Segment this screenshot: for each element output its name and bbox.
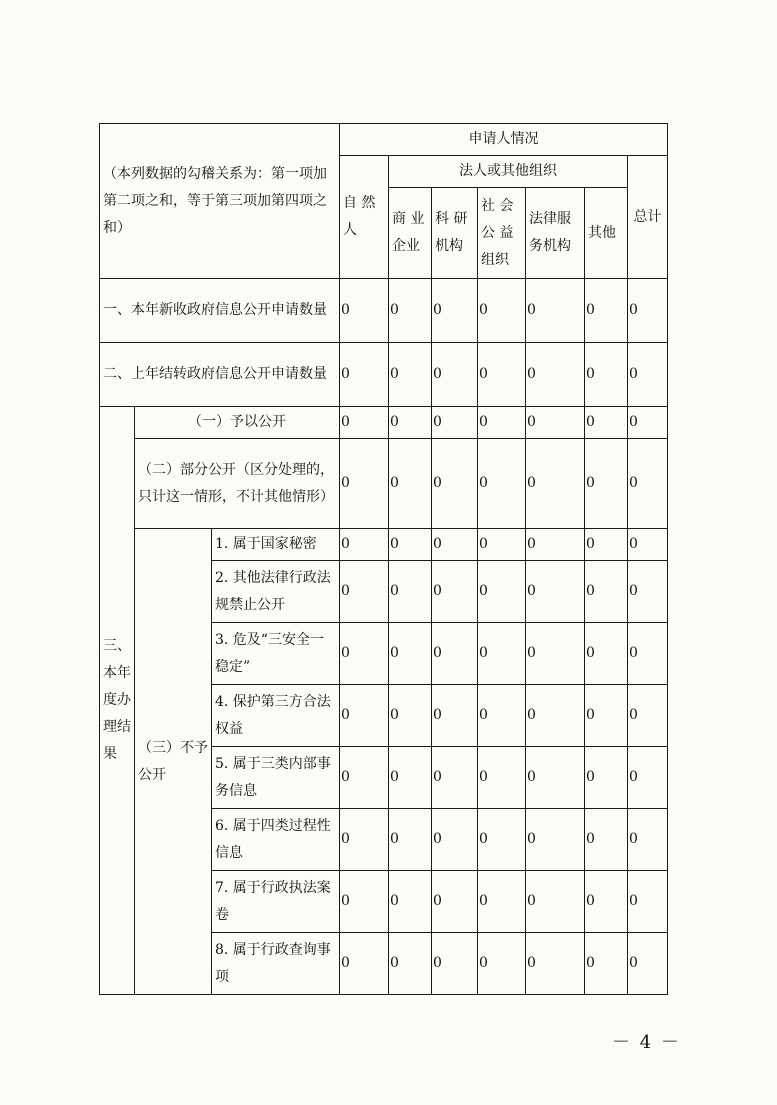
cell-value: 0 <box>526 279 585 343</box>
cell-value: 0 <box>432 439 478 529</box>
cell-value: 0 <box>628 871 668 933</box>
cell-value: 0 <box>628 747 668 809</box>
cell-value: 0 <box>340 871 389 933</box>
cell-value: 0 <box>389 809 432 871</box>
cell-value: 0 <box>478 623 526 685</box>
cell-value: 0 <box>628 279 668 343</box>
table-row <box>100 439 668 529</box>
cell-value: 0 <box>478 933 526 995</box>
cell-value: 0 <box>389 343 432 407</box>
cell-value: 0 <box>389 933 432 995</box>
cell-value: 0 <box>585 871 628 933</box>
cell-value: 0 <box>389 871 432 933</box>
cell-value: 0 <box>526 343 585 407</box>
cell-value: 0 <box>526 747 585 809</box>
cell-value: 0 <box>585 623 628 685</box>
row-label: 7. 属于行政执法案卷 <box>212 871 340 933</box>
cell-value: 0 <box>432 871 478 933</box>
header-applicant-info: 申请人情况 <box>340 124 668 156</box>
table-row <box>100 407 668 439</box>
cell-value: 0 <box>389 685 432 747</box>
cell-value: 0 <box>478 871 526 933</box>
header-legal-service: 法律服务机构 <box>526 188 585 279</box>
cell-value: 0 <box>628 561 668 623</box>
cell-value: 0 <box>432 747 478 809</box>
cell-value: 0 <box>432 561 478 623</box>
header-total: 总计 <box>628 156 668 279</box>
not-open-label: （三）不予公开 <box>135 529 212 995</box>
row-label: 8. 属于行政查询事项 <box>212 933 340 995</box>
cell-value: 0 <box>340 809 389 871</box>
cell-value: 0 <box>478 439 526 529</box>
cell-value: 0 <box>628 529 668 561</box>
cell-value: 0 <box>585 933 628 995</box>
row-label: 4. 保护第三方合法权益 <box>212 685 340 747</box>
cell-value: 0 <box>340 407 389 439</box>
cell-value: 0 <box>478 279 526 343</box>
cell-value: 0 <box>340 561 389 623</box>
cell-value: 0 <box>478 809 526 871</box>
section-3-label: 三、本年度办理结果 <box>100 407 135 995</box>
cell-value: 0 <box>340 623 389 685</box>
cell-value: 0 <box>628 407 668 439</box>
cell-value: 0 <box>340 685 389 747</box>
page-number: － 4 － <box>612 1032 681 1053</box>
table-row <box>100 279 668 343</box>
header-note: （本列数据的勾稽关系为：第一项加第二项之和，等于第三项加第四项之和） <box>100 124 340 279</box>
cell-value: 0 <box>526 623 585 685</box>
row-label: 二、上年结转政府信息公开申请数量 <box>100 343 340 407</box>
cell-value: 0 <box>340 343 389 407</box>
header-social: 社 会公 益组织 <box>478 188 526 279</box>
cell-value: 0 <box>526 529 585 561</box>
cell-value: 0 <box>585 279 628 343</box>
header-commercial: 商 业企业 <box>389 188 432 279</box>
cell-value: 0 <box>628 809 668 871</box>
row-label: 一、本年新收政府信息公开申请数量 <box>100 279 340 343</box>
row-label: 1. 属于国家秘密 <box>212 529 340 561</box>
cell-value: 0 <box>526 407 585 439</box>
row-label: 5. 属于三类内部事务信息 <box>212 747 340 809</box>
cell-value: 0 <box>526 871 585 933</box>
cell-value: 0 <box>585 561 628 623</box>
cell-value: 0 <box>628 439 668 529</box>
cell-value: 0 <box>432 279 478 343</box>
cell-value: 0 <box>432 529 478 561</box>
cell-value: 0 <box>340 747 389 809</box>
cell-value: 0 <box>340 933 389 995</box>
row-label: 2. 其他法律行政法规禁止公开 <box>212 561 340 623</box>
cell-value: 0 <box>585 407 628 439</box>
cell-value: 0 <box>432 623 478 685</box>
cell-value: 0 <box>432 933 478 995</box>
row-label: （二）部分公开（区分处理的，只计这一情形，不计其他情形） <box>135 439 340 529</box>
cell-value: 0 <box>526 439 585 529</box>
cell-value: 0 <box>340 529 389 561</box>
table-row <box>100 529 668 561</box>
cell-value: 0 <box>478 529 526 561</box>
cell-value: 0 <box>585 685 628 747</box>
cell-value: 0 <box>628 685 668 747</box>
header-legal-group: 法人或其他组织 <box>389 156 628 188</box>
cell-value: 0 <box>526 685 585 747</box>
cell-value: 0 <box>432 407 478 439</box>
cell-value: 0 <box>478 407 526 439</box>
cell-value: 0 <box>585 343 628 407</box>
cell-value: 0 <box>432 343 478 407</box>
cell-value: 0 <box>526 809 585 871</box>
cell-value: 0 <box>389 747 432 809</box>
header-natural-person: 自 然人 <box>340 156 389 279</box>
row-label: 6. 属于四类过程性信息 <box>212 809 340 871</box>
header-research: 科 研机构 <box>432 188 478 279</box>
cell-value: 0 <box>628 343 668 407</box>
cell-value: 0 <box>478 747 526 809</box>
cell-value: 0 <box>628 623 668 685</box>
cell-value: 0 <box>389 529 432 561</box>
cell-value: 0 <box>478 685 526 747</box>
cell-value: 0 <box>585 809 628 871</box>
cell-value: 0 <box>585 439 628 529</box>
header-other: 其他 <box>585 188 628 279</box>
cell-value: 0 <box>478 343 526 407</box>
cell-value: 0 <box>478 561 526 623</box>
cell-value: 0 <box>526 933 585 995</box>
cell-value: 0 <box>585 529 628 561</box>
cell-value: 0 <box>389 407 432 439</box>
cell-value: 0 <box>340 439 389 529</box>
cell-value: 0 <box>340 279 389 343</box>
cell-value: 0 <box>628 933 668 995</box>
row-label: 3. 危及“三安全一稳定” <box>212 623 340 685</box>
cell-value: 0 <box>389 623 432 685</box>
cell-value: 0 <box>526 561 585 623</box>
statistics-table <box>99 123 668 995</box>
cell-value: 0 <box>585 747 628 809</box>
cell-value: 0 <box>389 439 432 529</box>
cell-value: 0 <box>432 685 478 747</box>
cell-value: 0 <box>389 561 432 623</box>
cell-value: 0 <box>432 809 478 871</box>
cell-value: 0 <box>389 279 432 343</box>
row-label: （一）予以公开 <box>135 407 340 439</box>
table-row <box>100 343 668 407</box>
